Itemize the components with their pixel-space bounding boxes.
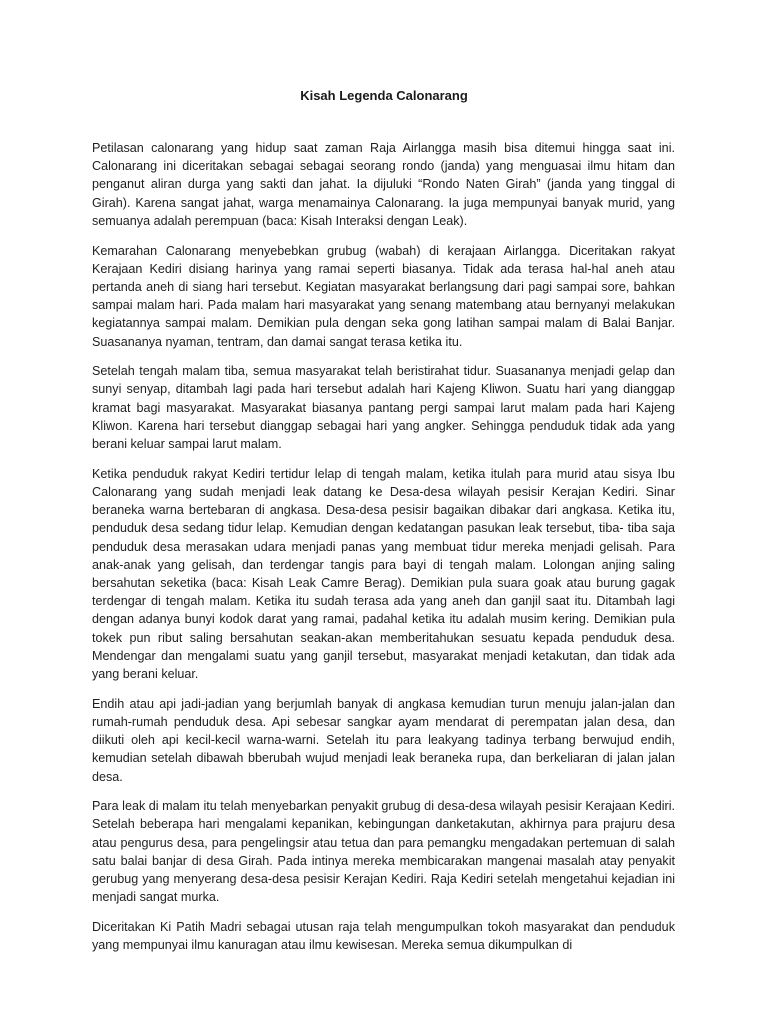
paragraph: Diceritakan Ki Patih Madri sebagai utusan raja telah mengumpulkan tokoh masyarakat dan penduduk yang mempunyai ilmu kanuragan atau ilmu kewisesan. Mereka semua dikumpulkan di bbox=[92, 919, 675, 953]
paragraph: Kemarahan Calonarang menyebebkan grubug (wabah) di kerajaan Airlangga. Diceritakan rakyat Kerajaan Kediri disiang harinya yang ramai seperti biasanya. Tidak ada terasa hal-hal aneh atau pertanda aneh di siang hari tersebut. Kegiatan masyarakat berlangsung dari pagi sampai sore, bahkan sampai malam hari. Pada malam hari masyarakat yang senang matembang atau bernyanyi melakukan kegiatannya sampai malam. Demikian pula dengan seka gong latihan sampai malam di Balai Banjar. Suasananya nyaman, tentram, dan damai sangat terasa ketika itu. bbox=[92, 243, 675, 349]
document-body bbox=[92, 139, 675, 966]
paragraph: Setelah tengah malam tiba, semua masyarakat telah beristirahat tidur. Suasananya menjadi gelap dan sunyi senyap, ditambah lagi pada hari tersebut adalah hari Kajeng Kliwon. Suatu hari yang dianggap kramat bagi masyarakat. Masyarakat biasanya pantang pergi sampai larut malam pada hari Kajeng Kliwon. Karena hari tersebut dianggap sebagai hari yang angker. Sehingga penduduk tidak ada yang berani keluar sampai larut malam. bbox=[92, 364, 675, 452]
paragraph: Endih atau api jadi-jadian yang berjumlah banyak di angkasa kemudian turun menuju jalan-jalan dan rumah-rumah penduduk desa. Api sebesar sangkar ayam mendarat di perempatan jalan desa, dan diikuti oleh api kecil-kecil warna-warni. Setelah itu para leakyang tadinya terbang berwujud endih, kemudian setelah dibawah bberubah wujud menjadi leak beraneka rupa, dan berkeliaran di jalan jalan desa. bbox=[92, 696, 675, 784]
paragraph: Petilasan calonarang yang hidup saat zaman Raja Airlangga masih bisa ditemui hingga saat ini. Calonarang ini diceritakan sebagai sebagai seorang rondo (janda) yang menguasai ilmu hitam dan penganut aliran durga yang sakti dan jahat. Ia dijuluki “Rondo Naten Girah” (janda yang tinggal di Girah). Karena sangat jahat, warga menamainya Calonarang. Ia juga mempunyai banyak murid, yang semuanya adalah perempuan (baca: Kisah Interaksi dengan Leak). bbox=[92, 141, 675, 228]
paragraph: Para leak di malam itu telah menyebarkan penyakit grubug di desa-desa wilayah pesisir Kerajaan Kediri. Setelah beberapa hari mengalami kepanikan, kebingungan danketakutan, akhirnya para prajuru desa atau pengurus desa, para pengelingsir atau tetua dan para pemangku mengadakan pertemuan di salah satu balai banjar di desa Girah. Pada intinya mereka membicarakan mangenai masalah atay penyakit gerubug yang menyerang desa-desa pesisir Kerajan Kediri. Raja Kediri setelah mengetahui kejadian ini menjadi sangat murka. bbox=[92, 799, 675, 905]
document-title: Kisah Legenda Calonarang bbox=[300, 88, 468, 103]
paragraph: Ketika penduduk rakyat Kediri tertidur lelap di tengah malam, ketika itulah para murid atau sisya Ibu Calonarang yang sudah menjadi leak datang ke Desa-desa wilayah pesisir Kerajan Kediri. Sinar beraneka warna bertebaran di angkasa. Desa-desa pesisir bagaikan dibakar dari angkasa. Ketika itu, penduduk desa sedang tidur lelap. Kemudian dengan kedatangan pasukan leak tersebut, tiba- tiba saja penduduk desa merasakan udara menjadi panas yang membuat tidur mereka menjadi gelisah. Para anak-anak yang gelisah, dan terdengar tangis para bayi di tengah malam. Lolongan anjing saling bersahutan seketika (baca: Kisah Leak Camre Berag). Demikian pula suara goak atau burung gagak terdengar di tengah malam. Ketika itu sudah terasa ada yang aneh dan ganjil saat itu. Ditambah lagi dengan adanya bunyi kodok darat yang ramai, padahal ketika itu adalah musim kering. Demikian pula tokek pun ribut saling bersahutan seakan-akan memberitahukan sesuatu kepada penduduk desa. Mendengar dan mengalami suatu yang ganjil tersebut, masyarakat menjadi ketakutan, dan tidak ada yang berani keluar. bbox=[92, 466, 675, 681]
